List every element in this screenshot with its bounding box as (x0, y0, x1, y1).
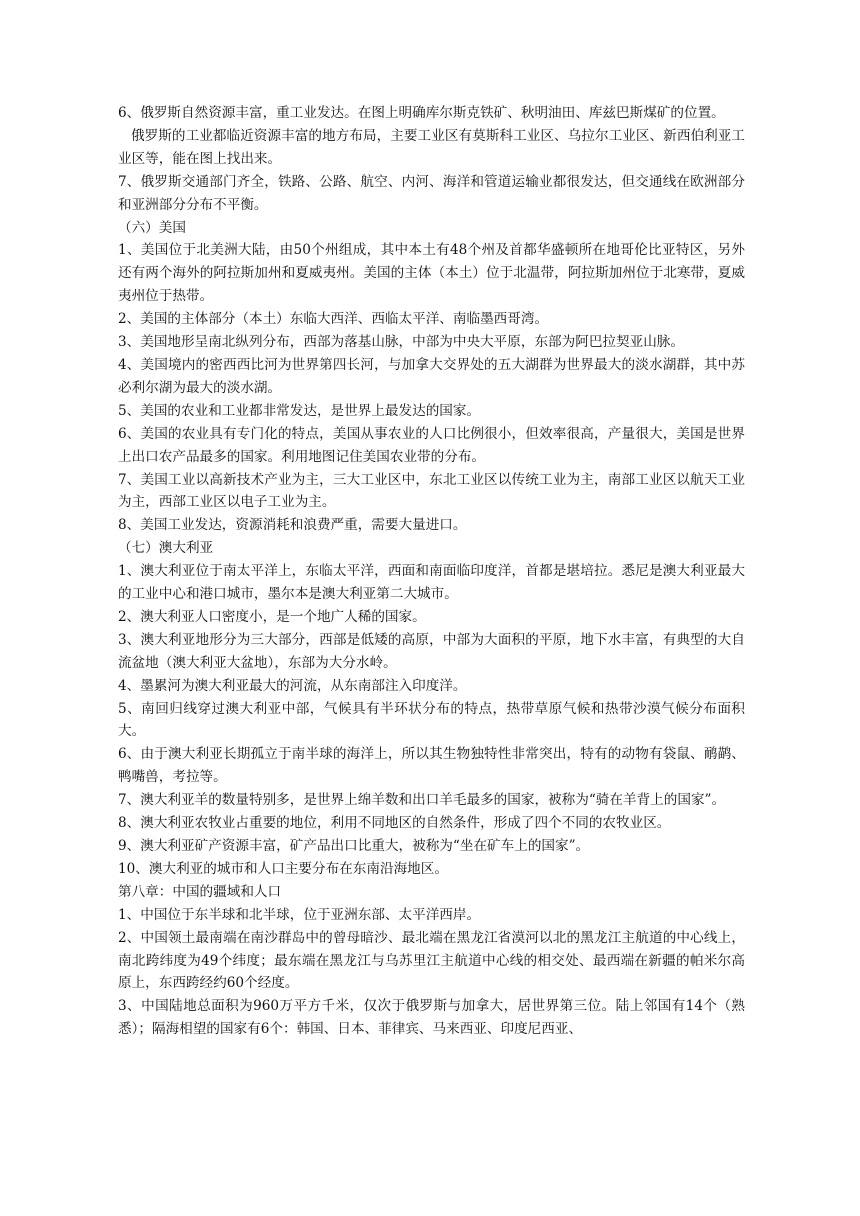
paragraph: 8、美国工业发达，资源消耗和浪费严重，需要大量进口。 (118, 517, 467, 534)
paragraph: 4、美国境内的密西西比河为世界第四长河，与加拿大交界处的五大湖群为世界最大的淡水湖群，其中苏必利尔湖为最大的淡水湖。 (118, 356, 745, 396)
paragraph: 8、澳大利亚农牧业占重要的地位，利用不同地区的自然条件，形成了四个不同的农牧业区。 (118, 815, 671, 832)
paragraph: 7、美国工业以高新技术产业为主，三大工业区中，东北工业区以传统工业为主，南部工业区以航天工业为主，西部工业区以电子工业为主。 (118, 471, 745, 511)
section-heading: （六）美国 (118, 219, 186, 236)
paragraph: 1、中国位于东半球和北半球，位于亚洲东部、太平洋西岸。 (118, 906, 481, 923)
paragraph: 10、澳大利亚的城市和人口主要分布在东南沿海地区。 (118, 860, 448, 877)
paragraph: 7、俄罗斯交通部门齐全，铁路、公路、航空、内河、海洋和管道运输业都很发达，但交通线在欧洲部分和亚洲部分分布不平衡。 (118, 173, 745, 213)
paragraph: 6、由于澳大利亚长期孤立于南半球的海洋上，所以其生物独特性非常突出，特有的动物有袋鼠、鸸鹋、鸭嘴兽，考拉等。 (118, 746, 745, 786)
paragraph: 2、中国领土最南端在南沙群岛中的曾母暗沙、最北端在黑龙江省漠河以北的黑龙江主航道的中心线上，南北跨纬度为49个纬度；最东端在黑龙江与乌苏里江主航道中心线的相交处、最西端在新疆的帕米尔高原上，东西跨经约60个经度。 (118, 929, 745, 992)
paragraph: 2、美国的主体部分（本土）东临大西洋、西临太平洋、南临墨西哥湾。 (118, 311, 549, 328)
paragraph: 9、澳大利亚矿产资源丰富，矿产品出口比重大，被称为“坐在矿车上的国家”。 (118, 838, 590, 854)
paragraph: 7、澳大利亚羊的数量特别多，是世界上绵羊数和出口羊毛最多的国家，被称为“骑在羊背上的国家”。 (118, 792, 726, 809)
paragraph: 5、美国的农业和工业都非常发达，是世界上最发达的国家。 (118, 402, 481, 419)
paragraph: 3、美国地形呈南北纵列分布，西部为落基山脉，中部为中央大平原，东部为阿巴拉契亚山脉。 (118, 334, 684, 351)
chapter-heading: 第八章：中国的疆域和人口 (118, 883, 282, 900)
paragraph: 4、墨累河为澳大利亚最大的河流，从东南部注入印度洋。 (118, 677, 467, 694)
paragraph: 1、美国位于北美洲大陆，由50个州组成，其中本土有48个州及首都华盛顿所在地哥伦比亚特区，另外还有两个海外的阿拉斯加州和夏威夷州。美国的主体（本土）位于北温带，阿拉斯加州位于北寒带，夏威夷州位于热带。 (118, 242, 745, 305)
paragraph: 6、美国的农业具有专门化的特点，美国从事农业的人口比例很小，但效率很高，产量很大，美国是世界上出口农产品最多的国家。利用地图记住美国农业带的分布。 (118, 425, 745, 465)
paragraph: 3、澳大利亚地形分为三大部分，西部是低矮的高原，中部为大面积的平原，地下水丰富，有典型的大自流盆地（澳大利亚大盆地），东部为大分水岭。 (118, 631, 745, 671)
paragraph: 2、澳大利亚人口密度小，是一个地广人稀的国家。 (118, 608, 426, 625)
paragraph: 5、南回归线穿过澳大利亚中部，气候具有半环状分布的特点，热带草原气候和热带沙漠气候分布面积大。 (118, 700, 745, 740)
paragraph: 6、俄罗斯自然资源丰富，重工业发达。在图上明确库尔斯克铁矿、秋明油田、库兹巴斯煤矿的位置。 (118, 105, 725, 121)
paragraph: 1、澳大利亚位于南太平洋上，东临太平洋，西面和南面临印度洋，首都是堪培拉。悉尼是澳大利亚最大的工业中心和港口城市，墨尔本是澳大利亚第二大城市。 (118, 563, 745, 603)
document-page (118, 102, 745, 1041)
paragraph: 3、中国陆地总面积为960万平方千米，仅次于俄罗斯与加拿大，居世界第三位。陆上邻国有14个（熟悉）；隔海相望的国家有6个：韩国、日本、菲律宾、马来西亚、印度尼西亚、 (118, 998, 745, 1038)
section-heading: （七）澳大利亚 (118, 540, 214, 557)
paragraph: 俄罗斯的工业都临近资源丰富的地方布局，主要工业区有莫斯科工业区、乌拉尔工业区、新西伯利亚工业区等，能在图上找出来。 (118, 127, 745, 167)
